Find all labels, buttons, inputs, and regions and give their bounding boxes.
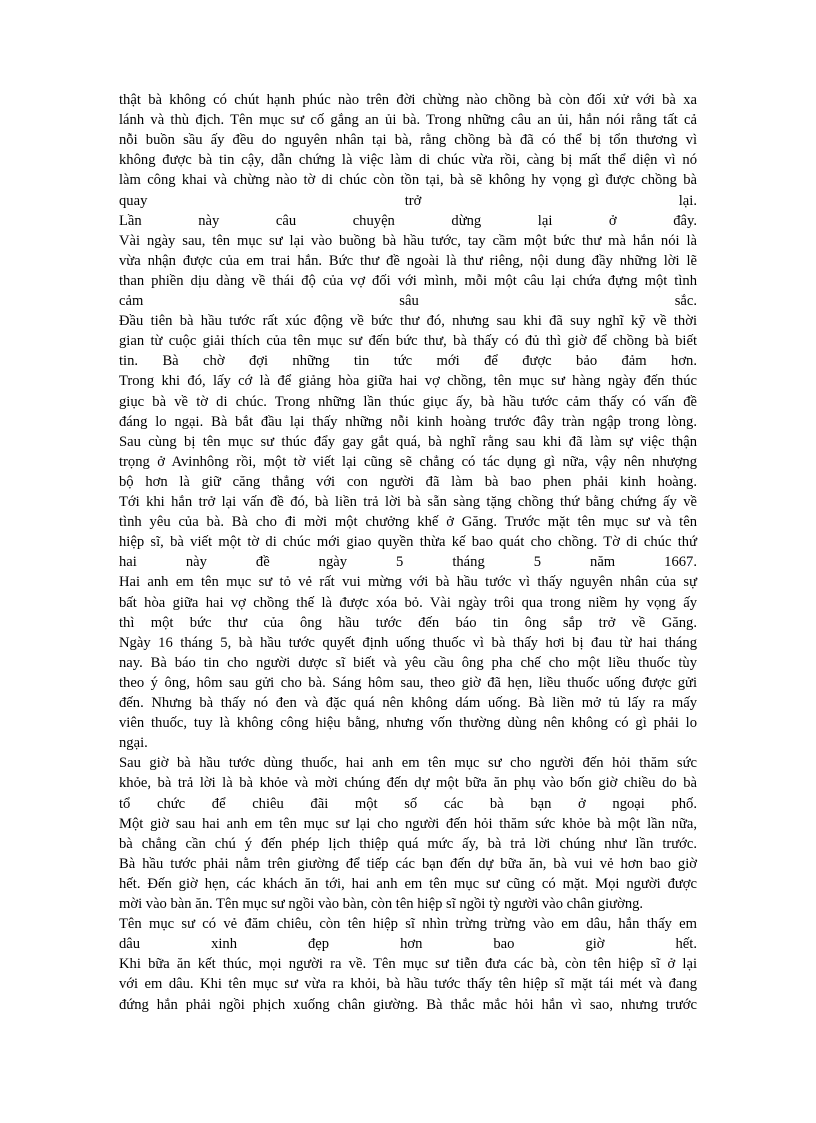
text-line: viên thuốc, tuy là không công hiệu bằng, nhưng vốn thường dùng nên không có gì phải lo xyxy=(119,715,697,732)
text-line: theo ý ông, hôm sau gửi cho bà. Sáng hôm sau, theo giờ đã hẹn, liều thuốc uống được gửi xyxy=(119,674,697,691)
text-line: đáng lo ngại. Bà bắt đầu lại thấy những nỗi kinh hoàng trước đây tràn ngập trong lòng. xyxy=(119,413,697,430)
document-page xyxy=(119,0,697,1123)
text-line: với em dâu. Khi tên mục sư vừa ra khỏi, bà hầu tước thấy tên hiệp sĩ mặt tái mét và đang xyxy=(119,976,697,993)
text-line: lánh và thù địch. Tên mục sư cố gắng an ủi bà. Trong những câu an ủi, hắn nói rằng tất cả xyxy=(119,112,697,129)
text-line: nay. Bà báo tin cho người dược sĩ biết và yêu cầu ông pha chế cho một liều thuốc tùy xyxy=(119,654,697,671)
text-line: không được bà tin cậy, dẫn chứng là việc làm di chúc vừa rồi, càng bị mất thể diện vì nó xyxy=(119,152,697,169)
text-line: gian từ cuộc giải thích của tên mục sư đến bức thư, bà thấy có đủ thì giờ để chồng bà biết xyxy=(119,333,697,350)
text-line: Bà hầu tước phải nằm trên giường để tiếp các bạn đến dự bữa ăn, bà vui vẻ hơn bao giờ xyxy=(119,855,697,872)
text-line: Sau giờ bà hầu tước dùng thuốc, hai anh em tên mục sư cho người đến hỏi thăm sức xyxy=(119,755,697,772)
text-line: đến. Nhưng bà thấy nó đen và đặc quá nên không dám uống. Bà liền mở tủ lấy ra mấy xyxy=(119,695,697,711)
text-line: nỗi buồn sầu ấy đều do nguyên nhân tại bà, rằng chồng bà đã có thể bị tổn thương vì xyxy=(119,132,697,149)
text-line: Lần này câu chuyện dừng lại ở đây. xyxy=(119,212,697,229)
text-line: tình yêu của bà. Bà cho đi mời một chưởng khế ở Găng. Trước mặt tên mục sư và tên xyxy=(119,514,697,531)
text-line: đứng hắn phải ngồi phịch xuống chân giường. Bà thắc mắc hỏi hắn vì sao, nhưng trước xyxy=(119,996,697,1013)
text-line: Vài ngày sau, tên mục sư lại vào buồng bà hầu tước, tay cầm một bức thư mà hắn nói là xyxy=(119,232,697,249)
text-line: hiệp sĩ, bà viết một tờ di chúc mới giao quyền thừa kế bao quát cho chồng. Tờ di chúc thứ xyxy=(119,534,697,551)
text-line: Sau cùng bị tên mục sư thúc đẩy gay gắt quá, bà nghĩ rằng sau khi đã làm sự việc thận xyxy=(119,433,697,450)
text-line: than phiền dịu dàng về thái độ của vợ đối với mình, mỗi một câu lại chứa đựng một tình xyxy=(119,272,697,289)
text-line: thì một bức thư của ông hầu tước đến báo tin ông sắp trở về Găng. xyxy=(119,614,697,631)
text-line: vừa nhận được của em trai hắn. Bức thư đề ngoài là thư riêng, nội dung đầy những lời lẽ xyxy=(119,252,697,269)
text-line: cảm sâu sắc. xyxy=(119,293,697,309)
text-line: tin. Bà chờ đợi những tin tức mới để được bảo đảm hơn. xyxy=(119,353,697,370)
text-line: Tới khi hắn trở lại vấn đề đó, bà liền trả lời bà sẵn sàng tặng chồng thứ bằng chứng ấy về xyxy=(119,494,697,510)
text-line: bộ hơn là giữ căng thẳng với con người đã làm bà bao phen phải kinh hoàng. xyxy=(119,473,697,490)
text-line: mời vào bàn ăn. Tên mục sư ngồi vào bàn, còn tên hiệp sĩ ngồi tỳ người vào chân giường. xyxy=(119,896,644,912)
text-line: Ngày 16 tháng 5, bà hầu tước quyết định uống thuốc vì bà thấy hơi bị đau từ hai tháng xyxy=(119,634,697,651)
text-line: quay trở lại. xyxy=(119,192,697,209)
text-line: hai này đề ngày 5 tháng 5 năm 1667. xyxy=(119,554,697,571)
text-line: giục bà về tờ di chúc. Trong những lần thúc giục ấy, bà hầu tước cảm thấy có vấn đề xyxy=(119,393,697,410)
text-line: trọng ở Avinhông rồi, một tờ viết lại cũng sẽ chẳng có tác dụng gì nữa, vậy nên nhượng xyxy=(119,453,697,470)
text-line: Đầu tiên bà hầu tước rất xúc động về bức thư đó, nhưng sau khi đã suy nghĩ kỹ về thời xyxy=(119,313,697,330)
text-line: thật bà không có chút hạnh phúc nào trên đời chừng nào chồng bà còn đối xử với bà xa xyxy=(119,92,697,108)
text-line: ngại. xyxy=(119,735,148,752)
text-line: hết. Đến giờ hẹn, các khách ăn tới, hai anh em tên mục sư cũng có mặt. Mọi người được xyxy=(119,875,697,892)
text-line: Trong khi đó, lấy cớ là để giảng hòa giữa hai vợ chồng, tên mục sư hàng ngày đến thúc xyxy=(119,373,697,390)
text-line: làm công khai và chừng nào tờ di chúc còn tồn tại, bà sẽ không hy vọng gì được chồng bà xyxy=(119,172,697,189)
text-line: bà chẳng cần chú ý đến phép lịch thiệp quá mức ấy, bà trả lời chúng như lần trước. xyxy=(119,835,697,852)
text-line: Hai anh em tên mục sư tỏ vẻ rất vui mừng với bà hầu tước vì thấy nguyên nhân của sự xyxy=(119,574,697,591)
text-line: khỏe, bà trả lời là bà khỏe và mời chúng đến dự một bữa ăn phụ vào bốn giờ chiều do bà xyxy=(119,775,697,792)
text-line: tổ chức để chiêu đãi một số các bà bạn ở ngoại phố. xyxy=(119,795,697,812)
text-line: dâu xinh đẹp hơn bao giờ hết. xyxy=(119,936,697,953)
text-line: Tên mục sư có vẻ đăm chiêu, còn tên hiệp sĩ nhìn trừng trừng vào em dâu, hắn thấy em xyxy=(119,916,697,933)
text-line: bất hòa giữa hai vợ chồng thế là được xóa bỏ. Vài ngày trôi qua trong niềm hy vọng ấy xyxy=(119,594,697,611)
text-line: Một giờ sau hai anh em tên mục sư lại cho người đến hỏi thăm sức khỏe bà một lần nữa, xyxy=(119,815,697,832)
text-line: Khi bữa ăn kết thúc, mọi người ra về. Tên mục sư tiễn đưa các bà, còn tên hiệp sĩ ở lại xyxy=(119,956,697,973)
